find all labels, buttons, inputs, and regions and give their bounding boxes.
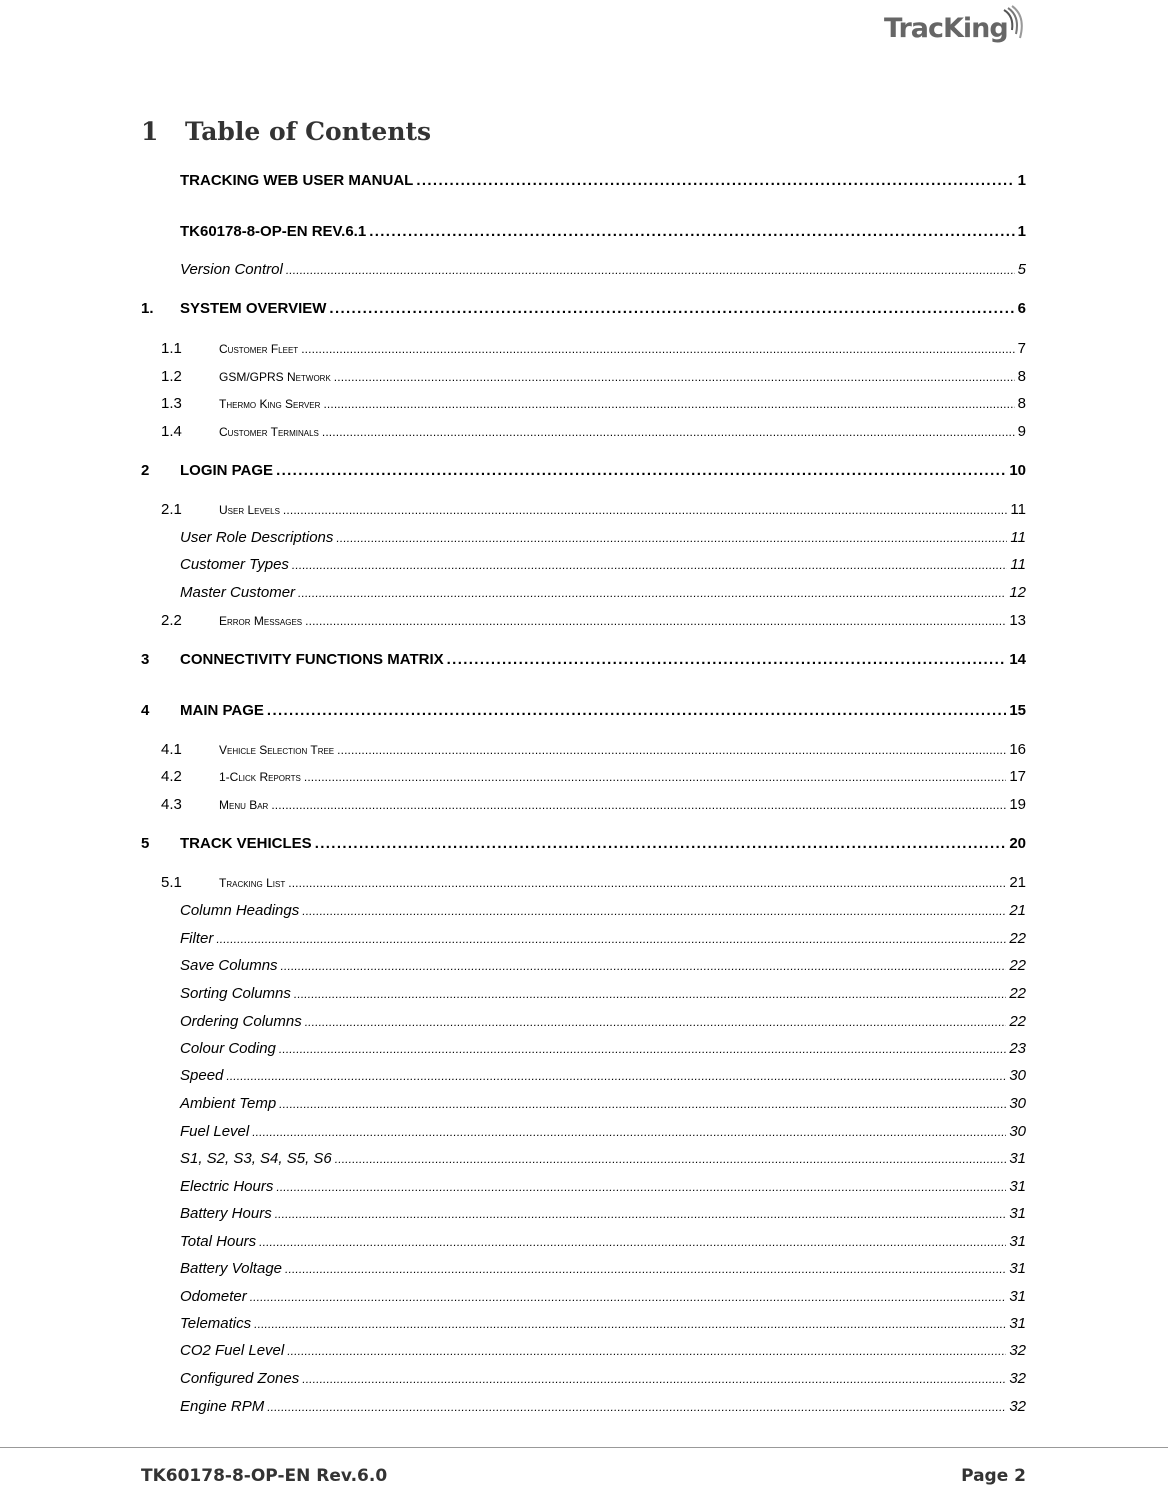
toc-entry[interactable] xyxy=(141,874,1026,891)
toc-entry-label xyxy=(141,300,326,317)
toc-entry[interactable] xyxy=(141,340,1026,357)
toc-entry-title: Engine RPM xyxy=(180,1398,265,1415)
toc-entry-title: Version Control xyxy=(180,261,283,278)
dot-leader xyxy=(337,741,1006,758)
toc-entry-page: 22 xyxy=(1009,930,1026,947)
toc-entry-page: 31 xyxy=(1009,1233,1026,1250)
toc-entry-page: 1 xyxy=(1017,223,1026,240)
toc-entry-page: 11 xyxy=(1010,556,1026,573)
toc-entry-label xyxy=(141,223,366,240)
dot-leader xyxy=(279,1095,1006,1112)
toc-entry-number: 2.2 xyxy=(161,612,182,629)
dot-leader xyxy=(250,1288,1007,1305)
dot-leader xyxy=(259,1233,1006,1250)
toc-entry[interactable] xyxy=(141,651,1026,668)
toc-entry[interactable] xyxy=(141,957,1026,974)
toc-entry-page: 20 xyxy=(1009,835,1026,852)
dot-leader xyxy=(292,556,1008,573)
toc-entry[interactable] xyxy=(141,1342,1026,1359)
toc-entry[interactable] xyxy=(141,796,1026,813)
toc-entry-title: Save Columns xyxy=(180,957,278,974)
toc-entry[interactable] xyxy=(141,930,1026,947)
toc-entry-label xyxy=(161,395,320,412)
toc-entry-title: User Role Descriptions xyxy=(180,529,334,546)
toc-entry-page: 31 xyxy=(1009,1150,1026,1167)
dot-leader xyxy=(286,261,1015,278)
toc-entry-title: MAIN PAGE xyxy=(180,702,264,719)
toc-entry-page: 23 xyxy=(1009,1040,1026,1057)
toc-entry-label xyxy=(180,957,278,974)
toc-entry-page: 8 xyxy=(1017,368,1026,385)
dot-leader xyxy=(322,423,1015,440)
toc-entry-number: 5 xyxy=(141,835,150,852)
dot-leader xyxy=(302,1370,1006,1387)
toc-entry[interactable] xyxy=(141,741,1026,758)
toc-entry-page: 32 xyxy=(1009,1342,1026,1359)
toc-entry-label xyxy=(180,261,283,278)
toc-entry-title: TRACKING WEB USER MANUAL xyxy=(180,172,414,189)
toc-entry-page: 32 xyxy=(1009,1398,1026,1415)
toc-entry[interactable] xyxy=(141,902,1026,919)
toc-entry-number: 1. xyxy=(141,300,154,317)
toc-entry-page: 8 xyxy=(1017,395,1026,412)
dot-leader xyxy=(252,1123,1006,1140)
toc-entry-label xyxy=(180,1205,272,1222)
toc-entry[interactable] xyxy=(141,1150,1026,1167)
toc-entry-number: 2.1 xyxy=(161,501,182,518)
toc-entry-label xyxy=(180,1150,332,1167)
toc-entry-page: 30 xyxy=(1009,1095,1026,1112)
dot-leader xyxy=(336,529,1007,546)
toc-entry-title: Customer Fleet xyxy=(219,342,299,356)
dot-leader xyxy=(275,1205,1007,1222)
toc-entry-page: 14 xyxy=(1009,651,1026,668)
dot-leader xyxy=(334,368,1015,385)
toc-entry-page: 16 xyxy=(1009,741,1026,758)
toc-entry-page: 11 xyxy=(1010,529,1026,546)
toc-entry-title: S1, S2, S3, S4, S5, S6 xyxy=(180,1150,332,1167)
toc-entry-page: 31 xyxy=(1009,1178,1026,1195)
dot-leader xyxy=(315,835,1007,852)
toc-entry-label xyxy=(161,340,298,357)
dot-leader xyxy=(329,300,1014,317)
toc-entry-label xyxy=(180,1040,276,1057)
dot-leader xyxy=(279,1040,1006,1057)
toc-entry-number: 4 xyxy=(141,702,150,719)
toc-entry-label xyxy=(180,1288,247,1305)
toc-entry-label xyxy=(161,796,268,813)
toc-entry[interactable] xyxy=(141,529,1026,546)
dot-leader xyxy=(283,501,1008,518)
dot-leader xyxy=(323,395,1014,412)
toc-entry[interactable] xyxy=(141,1123,1026,1140)
toc-entry[interactable] xyxy=(141,1013,1026,1030)
toc-entry-label xyxy=(161,423,319,440)
title-number: 1 xyxy=(141,117,159,146)
toc-entry-page: 7 xyxy=(1017,340,1026,357)
toc-entry-title: Battery Hours xyxy=(180,1205,272,1222)
dot-leader xyxy=(276,462,1006,479)
dot-leader xyxy=(267,1398,1006,1415)
dot-leader xyxy=(447,651,1007,668)
toc-entry[interactable] xyxy=(141,1288,1026,1305)
dot-leader xyxy=(305,1013,1007,1030)
toc-entry-title: SYSTEM OVERVIEW xyxy=(180,300,327,317)
toc-entry-number: 3 xyxy=(141,651,150,668)
toc-entry[interactable] xyxy=(141,1205,1026,1222)
toc-entry[interactable] xyxy=(141,1260,1026,1277)
toc-entry-title: Speed xyxy=(180,1067,224,1084)
toc-entry[interactable] xyxy=(141,423,1026,440)
toc-entry-label xyxy=(141,172,413,189)
dot-leader xyxy=(369,223,1014,240)
toc-entry-page: 30 xyxy=(1009,1123,1026,1140)
toc-entry-label xyxy=(180,1342,284,1359)
toc-entry-label xyxy=(180,985,291,1002)
toc-entry-label xyxy=(180,584,295,601)
toc-entry-label xyxy=(180,1123,249,1140)
toc-entry[interactable] xyxy=(141,1095,1026,1112)
footer-divider xyxy=(0,1447,1168,1448)
toc-entry-title: Battery Voltage xyxy=(180,1260,283,1277)
dot-leader xyxy=(294,985,1006,1002)
toc-entry[interactable] xyxy=(141,1398,1026,1415)
toc-entry-title: Total Hours xyxy=(180,1233,257,1250)
toc-entry-title: Odometer xyxy=(180,1288,247,1305)
toc-entry-title: Filter xyxy=(180,930,214,947)
dot-leader xyxy=(288,874,1006,891)
dot-leader xyxy=(267,702,1006,719)
toc-entry-title: User Levels xyxy=(219,503,280,517)
toc-entry-label xyxy=(141,651,444,668)
toc-entry-title: Column Headings xyxy=(180,902,300,919)
toc-entry-title: Tracking List xyxy=(219,876,286,890)
dot-leader xyxy=(416,172,1014,189)
toc-entry-title: Telematics xyxy=(180,1315,252,1332)
dot-leader xyxy=(304,768,1006,785)
toc-entry-page: 15 xyxy=(1009,702,1026,719)
toc-entry-page: 21 xyxy=(1009,902,1026,919)
toc-entry-number: 5.1 xyxy=(161,874,182,891)
toc-entry[interactable] xyxy=(141,835,1026,852)
dot-leader xyxy=(216,930,1006,947)
footer-page-number: Page 2 xyxy=(961,1466,1026,1486)
toc-entry[interactable] xyxy=(141,1370,1026,1387)
toc-entry[interactable] xyxy=(141,584,1026,601)
dot-leader xyxy=(254,1315,1006,1332)
toc-entry-label xyxy=(180,1013,302,1030)
toc-entry-label xyxy=(180,556,289,573)
toc-entry-page: 12 xyxy=(1009,584,1026,601)
toc-entry-page: 1 xyxy=(1017,172,1026,189)
toc-entry-page: 22 xyxy=(1009,1013,1026,1030)
toc-entry-label xyxy=(180,1178,273,1195)
toc-entry-label xyxy=(161,741,334,758)
toc-entry-page: 31 xyxy=(1009,1315,1026,1332)
dot-leader xyxy=(301,340,1014,357)
toc-entry-page: 6 xyxy=(1017,300,1026,317)
toc-entry-label xyxy=(141,702,264,719)
toc-entry[interactable] xyxy=(141,1315,1026,1332)
toc-entry-number: 1.3 xyxy=(161,395,182,412)
toc-entry-page: 5 xyxy=(1017,261,1026,278)
dot-leader xyxy=(226,1067,1006,1084)
toc-entry[interactable] xyxy=(141,1233,1026,1250)
toc-entry[interactable] xyxy=(141,368,1026,385)
toc-entry-label xyxy=(180,1370,299,1387)
title-text: Table of Contents xyxy=(185,117,432,146)
toc-entry-label xyxy=(180,529,333,546)
dot-leader xyxy=(335,1150,1007,1167)
toc-entry-title: Menu Bar xyxy=(219,798,269,812)
toc-entry[interactable] xyxy=(141,501,1026,518)
dot-leader xyxy=(285,1260,1006,1277)
toc-entry-number: 1.4 xyxy=(161,423,182,440)
footer-doc-id: TK60178-8-OP-EN Rev.6.0 xyxy=(141,1466,388,1486)
toc-entry-page: 13 xyxy=(1009,612,1026,629)
toc-entry-page: 19 xyxy=(1009,796,1026,813)
toc-entry-title: Thermo King Server xyxy=(219,397,321,411)
toc-entry-label xyxy=(161,874,285,891)
toc-entry-title: Ambient Temp xyxy=(180,1095,277,1112)
toc-entry[interactable] xyxy=(141,1067,1026,1084)
toc-entry[interactable] xyxy=(141,1040,1026,1057)
toc-entry-page: 31 xyxy=(1009,1288,1026,1305)
toc-entry-number: 4.3 xyxy=(161,796,182,813)
toc-entry[interactable] xyxy=(141,985,1026,1002)
toc-entry[interactable] xyxy=(141,261,1026,278)
toc-entry[interactable] xyxy=(141,612,1026,629)
toc-entry-title: TRACK VEHICLES xyxy=(180,835,312,852)
tracking-logo xyxy=(878,4,1028,52)
toc-entry-label xyxy=(180,1398,264,1415)
toc-entry[interactable] xyxy=(141,300,1026,317)
toc-entry[interactable] xyxy=(141,702,1026,719)
signal-waves-icon xyxy=(984,4,1028,52)
dot-leader xyxy=(287,1342,1006,1359)
toc-entry-title: Ordering Columns xyxy=(180,1013,302,1030)
toc-entry-number: 1.1 xyxy=(161,340,182,357)
dot-leader xyxy=(281,957,1007,974)
toc-entry[interactable] xyxy=(141,462,1026,479)
page-title xyxy=(141,117,431,146)
dot-leader xyxy=(271,796,1006,813)
toc-entry-page: 32 xyxy=(1009,1370,1026,1387)
toc-entry[interactable] xyxy=(141,556,1026,573)
dot-leader xyxy=(298,584,1006,601)
toc-entry-label xyxy=(141,462,273,479)
toc-entry[interactable] xyxy=(141,172,1026,189)
toc-entry-label xyxy=(161,368,331,385)
toc-entry-title: TK60178-8-OP-EN REV.6.1 xyxy=(180,223,367,240)
toc-entry[interactable] xyxy=(141,395,1026,412)
toc-entry[interactable] xyxy=(141,1178,1026,1195)
toc-entry-number: 4.1 xyxy=(161,741,182,758)
toc-entry-title: 1-Click Reports xyxy=(219,770,301,784)
toc-entry-label xyxy=(180,1067,223,1084)
toc-entry-number: 1.2 xyxy=(161,368,182,385)
toc-entry-page: 31 xyxy=(1009,1205,1026,1222)
toc-entry-page: 11 xyxy=(1010,501,1026,518)
toc-entry-label xyxy=(161,612,302,629)
toc-entry-page: 10 xyxy=(1009,462,1026,479)
toc-entry-title: Electric Hours xyxy=(180,1178,274,1195)
toc-entry-title: GSM/GPRS Network xyxy=(219,370,331,384)
toc-entry-title: Error Messages xyxy=(219,614,303,628)
toc-entry[interactable] xyxy=(141,768,1026,785)
toc-entry-label xyxy=(180,1315,251,1332)
toc-entry-label xyxy=(161,768,301,785)
toc-entry-page: 22 xyxy=(1009,957,1026,974)
toc-entry-title: LOGIN PAGE xyxy=(180,462,274,479)
toc-entry-page: 31 xyxy=(1009,1260,1026,1277)
toc-entry-title: Fuel Level xyxy=(180,1123,250,1140)
toc-entry-label xyxy=(161,501,280,518)
dot-leader xyxy=(276,1178,1006,1195)
toc-entry-number: 2 xyxy=(141,462,150,479)
toc-entry-label xyxy=(180,1260,282,1277)
toc-entry-title: CONNECTIVITY FUNCTIONS MATRIX xyxy=(180,651,444,668)
dot-leader xyxy=(302,902,1006,919)
toc-entry-page: 21 xyxy=(1009,874,1026,891)
toc-entry-label xyxy=(180,902,299,919)
toc-entry-page: 22 xyxy=(1009,985,1026,1002)
toc-entry-title: Master Customer xyxy=(180,584,296,601)
toc-entry-title: Sorting Columns xyxy=(180,985,291,1002)
toc-entry-title: Customer Terminals xyxy=(219,425,319,439)
toc-entry[interactable] xyxy=(141,223,1026,240)
toc-entry-title: Configured Zones xyxy=(180,1370,300,1387)
toc-entry-label xyxy=(180,930,213,947)
toc-entry-title: Customer Types xyxy=(180,556,289,573)
toc-entry-title: Colour Coding xyxy=(180,1040,276,1057)
toc-entry-page: 9 xyxy=(1017,423,1026,440)
toc-entry-page: 17 xyxy=(1009,768,1026,785)
dot-leader xyxy=(305,612,1006,629)
toc-entry-label xyxy=(141,835,312,852)
toc-entry-number: 4.2 xyxy=(161,768,182,785)
toc-entry-label xyxy=(180,1095,276,1112)
toc-entry-label xyxy=(180,1233,256,1250)
toc-entry-title: CO2 Fuel Level xyxy=(180,1342,285,1359)
toc-entry-title: Vehicle Selection Tree xyxy=(219,743,335,757)
logo-text: TracKing xyxy=(884,13,1008,44)
toc-entry-page: 30 xyxy=(1009,1067,1026,1084)
